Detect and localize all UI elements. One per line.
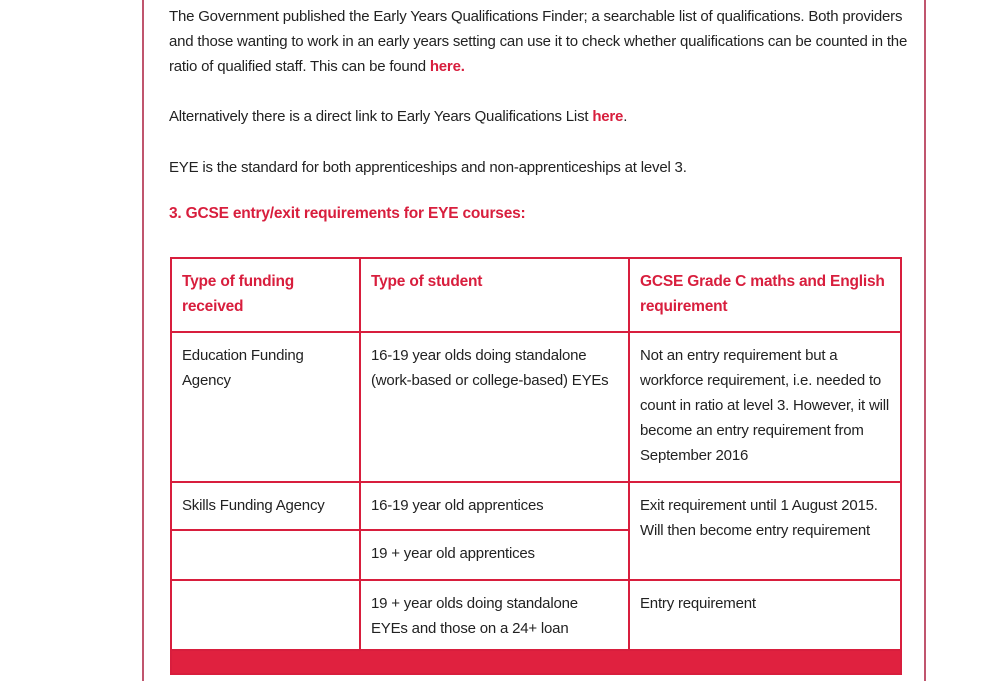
table-footer-bar: [171, 650, 901, 674]
cell-requirement: Exit requirement until 1 August 2015. Will then become entry requirement: [629, 482, 901, 580]
cell-student: 19 + year olds doing standalone EYEs and those on a 24+ loan: [360, 580, 629, 650]
paragraph-text: Alternatively there is a direct link to Early Years Qualifications List: [169, 108, 593, 125]
list-link-period: .: [623, 108, 628, 125]
footer-bar-fill: [171, 650, 901, 674]
section-heading: 3. GCSE entry/exit requirements for EYE courses:: [169, 205, 526, 222]
list-link[interactable]: here: [592, 108, 624, 125]
cell-funding: Education Funding Agency: [171, 332, 360, 482]
paragraph-qualifications-list: [169, 104, 909, 129]
cell-student: 16-19 year olds doing standalone (work-based or college-based) EYEs: [360, 332, 629, 482]
header-student-type: Type of student: [360, 258, 629, 332]
paragraph-eye-standard: EYE is the standard for both apprenticeships and non-apprenticeships at level 3.: [169, 159, 687, 176]
header-gcse-requirement: GCSE Grade C maths and English requirement: [629, 258, 901, 332]
table-header-row: [171, 258, 901, 332]
table-row: [171, 332, 901, 482]
requirements-table: [170, 257, 902, 675]
cell-requirement: Not an entry requirement but a workforce requirement, i.e. needed to count in ratio at level 3. However, it will become an entry requirement from September 2016: [629, 332, 901, 482]
header-funding-type: Type of funding received: [171, 258, 360, 332]
cell-student: 16-19 year old apprentices: [360, 482, 629, 530]
paragraph-text: The Government published the Early Years Qualifications Finder; a searchable list of qualifications. Both providers and those wanting to work in an early years setting can use it to check whether qualifications can be counted in the ratio of qualified staff. This can be found: [169, 8, 908, 75]
cell-student: 19 + year old apprentices: [360, 530, 629, 580]
cell-requirement: Entry requirement: [629, 580, 901, 650]
paragraph-qualifications-finder: [169, 4, 909, 79]
finder-link[interactable]: here: [429, 58, 461, 75]
cell-funding-empty: [171, 530, 360, 580]
cell-funding: Skills Funding Agency: [171, 482, 360, 530]
table-row: [171, 580, 901, 650]
finder-link-period: .: [460, 58, 465, 75]
cell-funding: [171, 580, 360, 650]
table-row: [171, 482, 901, 530]
